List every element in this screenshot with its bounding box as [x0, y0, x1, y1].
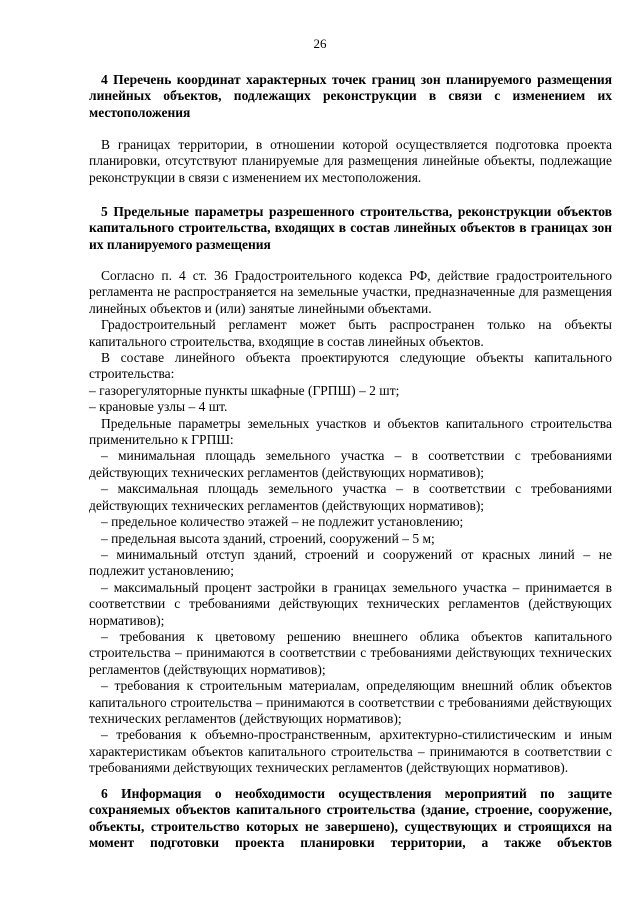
list-item: – предельная высота зданий, строений, сооружений – 5 м;	[101, 530, 435, 546]
list-item: – газорегуляторные пункты шкафные (ГРПШ) – 2 шт;	[89, 382, 400, 398]
paragraph: Согласно п. 4 ст. 36 Градостроительного кодекса РФ, действие градостроительного регламента не распространяется на земельные участки, предназначенные для размещения линейных объектов и (или) занятые линейными объектами.	[89, 268, 612, 316]
list-item: – требования к строительным материалам, определяющим внешний облик объектов капитального строительства – принимаются в соответствии с требованиями действующих технических регламентов (действующих нормативов);	[89, 678, 612, 726]
list-item: – предельное количество этажей – не подлежит установлению;	[101, 514, 464, 530]
section-6-heading: 6 Информация о необходимости осуществления мероприятий по защите сохраняемых объектов капитального строительства (здание, строение, сооружение, объекты, строительство которых не завершено), существующих и строящихся на момент подготовки проекта планировки территории, а также объектов	[89, 786, 612, 851]
list-item: – крановые узлы – 4 шт.	[89, 399, 228, 415]
paragraph: Предельные параметры земельных участков и объектов капитального строительства применительно к ГРПШ:	[89, 415, 612, 448]
list-item: – максимальная площадь земельного участка – в соответствии с требованиями действующих технических регламентов (действующих нормативов);	[89, 481, 612, 513]
list-item: – требования к цветовому решению внешнего облика объектов капитального строительства – принимаются в соответствии с требованиями действующих технических регламентов (действующих нормативов);	[89, 628, 612, 677]
list-item: – минимальный отступ зданий, строений и сооружений от красных линий – не подлежит установлению;	[89, 546, 612, 579]
section-5-heading: 5 Предельные параметры разрешенного строительства, реконструкции объектов капитального строительства, входящих в состав линейных объектов в границах зон их планируемого размещения	[89, 204, 612, 252]
paragraph: Градостроительный регламент может быть распространен только на объекты капитального строительства, входящие в состав линейных объектов.	[89, 317, 612, 349]
list-item: – минимальная площадь земельного участка – в соответствии с требованиями действующих технических регламентов (действующих нормативов);	[89, 448, 612, 480]
section-5-body	[89, 268, 612, 777]
page-number: 26	[313, 36, 327, 51]
section-4-heading: 4 Перечень координат характерных точек границ зон планируемого размещения линейных объектов, подлежащих реконструкции в связи с изменением их местоположения	[89, 72, 612, 120]
section-4-body: В границах территории, в отношении которой осуществляется подготовка проекта планировки, отсутствуют планируемые для размещения линейные объекты, подлежащие реконструкции в связи с изменением их местоположения.	[89, 137, 612, 185]
paragraph: В составе линейного объекта проектируются следующие объекты капитального строительства:	[89, 350, 612, 382]
list-item: – максимальный процент застройки в границах земельного участка – принимается в соответствии с требованиями действующих технических регламентов (действующих нормативов);	[89, 579, 612, 628]
list-item: – требования к объемно-пространственным, архитектурно-стилистическим и иным характеристикам объектов капитального строительства – принимаются в соответствии с требованиями действующих технических регламентов (действующих нормативов).	[89, 727, 612, 776]
